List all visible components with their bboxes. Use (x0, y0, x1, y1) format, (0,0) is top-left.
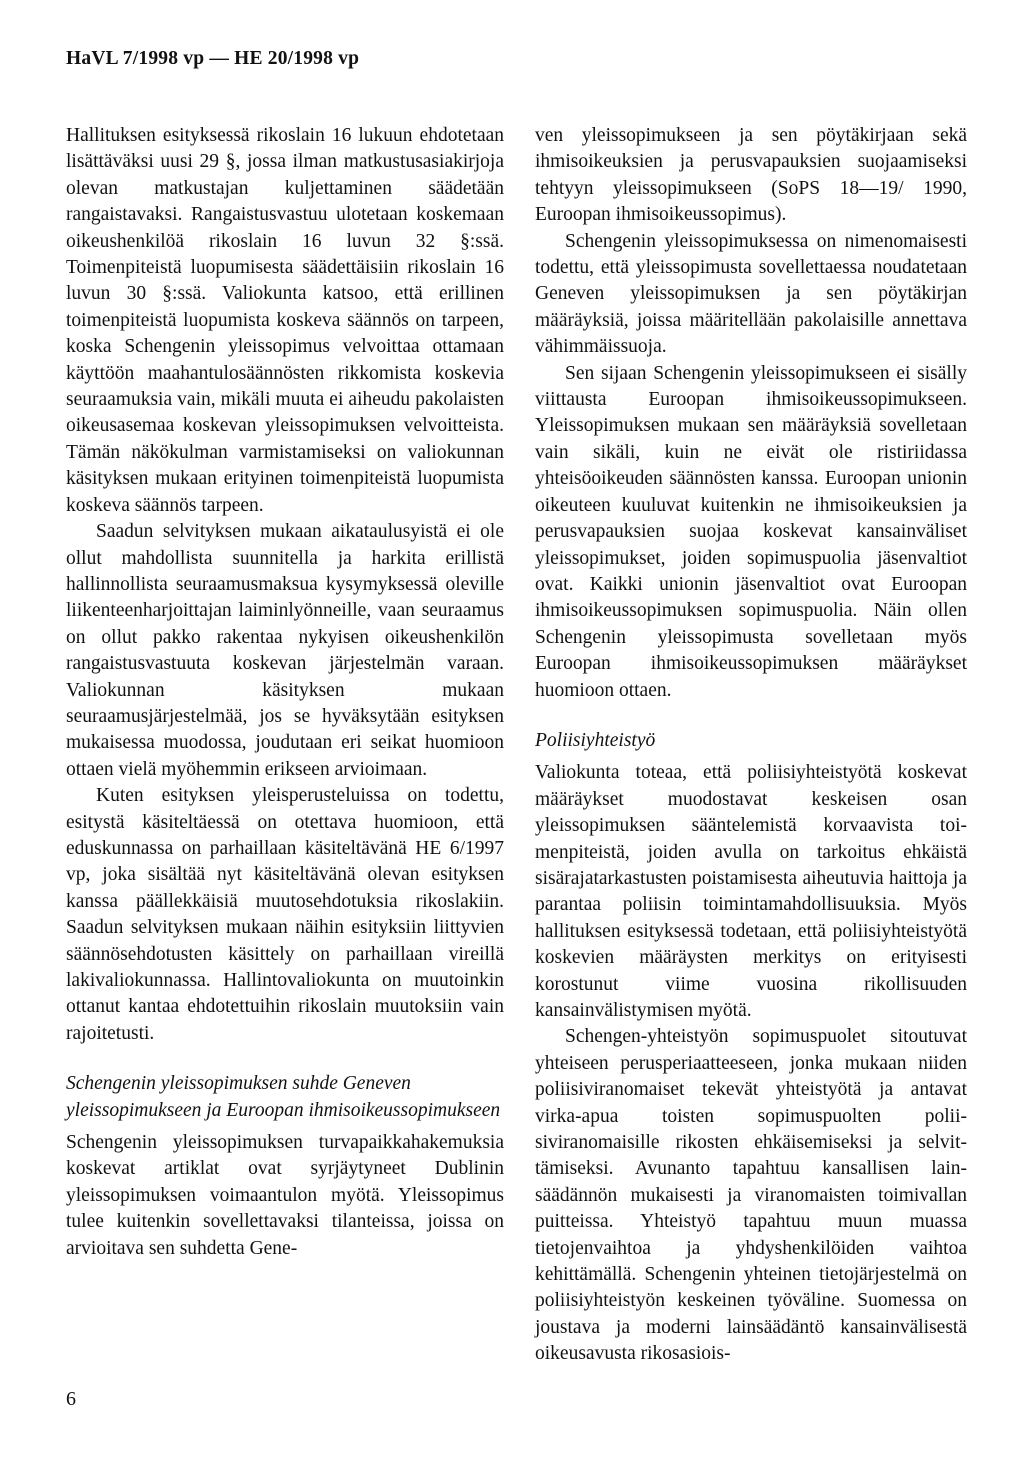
right-paragraph-3: Sen sijaan Schengenin yleissopimukseen ei sisälly viittausta Euroopan ihmisoikeussopimukseen. Yleissopimuksen mukaan sen määräyksiä sovelletaan vain sikäli, kuin ne eivät ole ristiriidassa yhteisöoikeuden säännösten kanssa. Euroopan unionin oikeuteen kuuluvat kuitenkin ne ihmisoikeuksien ja perusvapauksien suojaa koskevat kansainväliset yleissopimukset, joiden sopimuspuolia jäsenvaltiot ovat. Kaikki unionin jäsenvaltiot ovat Euroopan ihmisoikeussopimuksen sopimuspuolia. Näin ollen Schengenin yleissopimusta sovelletaan myös Euroopan ihmisoikeussopimuksen määräykset huomioon ottaen. (535, 362, 967, 701)
page-number: 6 (66, 1388, 76, 1410)
left-column (66, 123, 504, 1262)
right-paragraph-5: Schengen-yhteistyön sopimuspuolet sitoutuvat yhteiseen perusperiaatteeseen, jonka mukaan niiden poliisiviranomaiset tekevät yhteistyötä ja antavat virka-apua toisten sopimuspuolten poliisiviranomaisille rikosten ehkäisemiseksi ja selvittämiseksi. Avunanto tapahtuu kansallisen lainsäädännön mukaisesti ja viranomaisten toimivallan puitteissa. Yhteistyö tapahtuu muun muassa tietojenvaihtoa ja yhdyshenkilöiden vaihtoa kehittämällä. Schengenin yhteinen tietojärjestelmä on poliisiyhteistyön keskeinen työväline. Suomessa on joustava ja moderni lainsäädäntö kansainvälisestä oikeusavusta rikosasiois- (535, 1026, 967, 1365)
section-heading-schengen-geneva: Schengenin yleissopimuksen suhde Geneven yleissopimukseen ja Euroopan ihmisoikeussopimukseen (66, 1073, 501, 1121)
right-column (535, 123, 967, 1368)
left-paragraph-2: Saadun selvityksen mukaan aikataulusyistä ei ole ollut mahdollista suunnitella ja harkita erillistä hallinnollista seuraamusmaksua kysymyksessä oleville liikenteenharjoittajan laiminlyönneille, vaan seuraamus on ollut pakko rakentaa nykyisen oikeushenkilön rangaistusvastuuta koskevan järjestelmän varaan. Valiokunnan käsityksen mukaan seuraamusjärjestelmää, jos se hyväksytään esityksen mukaisessa muodossa, joudutaan eri seikat huomioon ottaen vielä myöhemmin erikseen arvioimaan. (66, 521, 504, 780)
left-paragraph-4: Schengenin yleissopimuksen turvapaikkahakemuksia koskevat artiklat ovat syrjäytyneet Dublinin yleissopimuksen voimaantulon myötä. Yleissopimus tulee kuitenkin sovellettavaksi tilanteissa, joissa on arvioitava sen suhdetta Gene- (66, 1132, 504, 1259)
right-paragraph-1: ven yleissopimukseen ja sen pöytäkirjaan sekä ihmisoikeuksien ja perusvapauksien suojaamiseksi tehtyyn yleissopimukseen (SoPS 18—19/ 1990, Euroopan ihmisoikeussopimus). (535, 125, 967, 226)
left-paragraph-3: Kuten esityksen yleisperusteluissa on todettu, esitystä käsiteltäessä on otettava huomioon, että eduskunnassa on parhaillaan käsiteltävänä HE 6/1997 vp, joka sisältää nyt käsiteltävänä olevan esityksen kanssa päällekkäisiä muutosehdotuksia rikoslakiin. Saadun selvityksen mukaan näihin esityksiin liittyvien säännösehdotusten käsittely on parhaillaan vireillä lakivaliokunnassa. Hallintovaliokunta on muutoinkin ottanut kantaa ehdotettuihin rikoslain muutoksiin vain rajoitetusti. (66, 785, 504, 1044)
page-header: HaVL 7/1998 vp — HE 20/1998 vp (66, 48, 360, 69)
left-paragraph-1: Hallituksen esityksessä rikoslain 16 lukuun ehdotetaan lisättäväksi uusi 29 §, jossa ilman matkustusasiakirjoja olevan matkustajan kuljettaminen säädetään rangaistavaksi. Rangaistusvastuu ulotetaan koskemaan oikeushenkilöä rikoslain 16 luvun 32 §:ssä. Toimenpiteistä luopumisesta säädettäisiin rikoslain 16 luvun 30 §:ssä. Valiokunta katsoo, että erillinen toimenpiteistä luopumista koskeva säännös on tarpeen, koska Schengenin yleissopimus velvoittaa ottamaan käyttöön maahantulosäännösten rikkomista koskevia seuraamuksia vain, mikäli muuta ei aiheudu pakolaisten oikeusasemaa koskevan yleissopimuksen velvoitteista. Tämän näkökulman varmistamiseksi on valiokunnan käsityksen mukaan erityinen toimenpiteistä luopumista koskeva säännös tarpeen. (66, 125, 504, 516)
section-heading-police-cooperation: Poliisiyhteistyö (535, 729, 656, 751)
right-paragraph-2: Schengenin yleissopimuksessa on nimenomaisesti todettu, että yleissopimusta sovellettaessa noudatetaan Geneven yleissopimuksen ja sen pöytäkirjan määräyksiä, joissa määritellään pakolaisille annettava vähimmäissuoja. (535, 230, 967, 358)
right-paragraph-4: Valiokunta toteaa, että poliisiyhteistyötä koskevat määräykset muodostavat keskeisen osan yleissopimuksen sääntelemistä korvaavista toimenpiteistä, joiden avulla on tarkoitus ehkäistä sisärajatarkastusten poistamisesta aiheutuvia haittoja ja parantaa poliisin toimintamahdollisuuksia. Myös hallituksen esityksessä todetaan, että poliisiyhteistyötä koskevien määräysten merkitys on erityisesti korostunut viime vuosina rikollisuuden kansainvälistymisen myötä. (535, 762, 967, 1021)
